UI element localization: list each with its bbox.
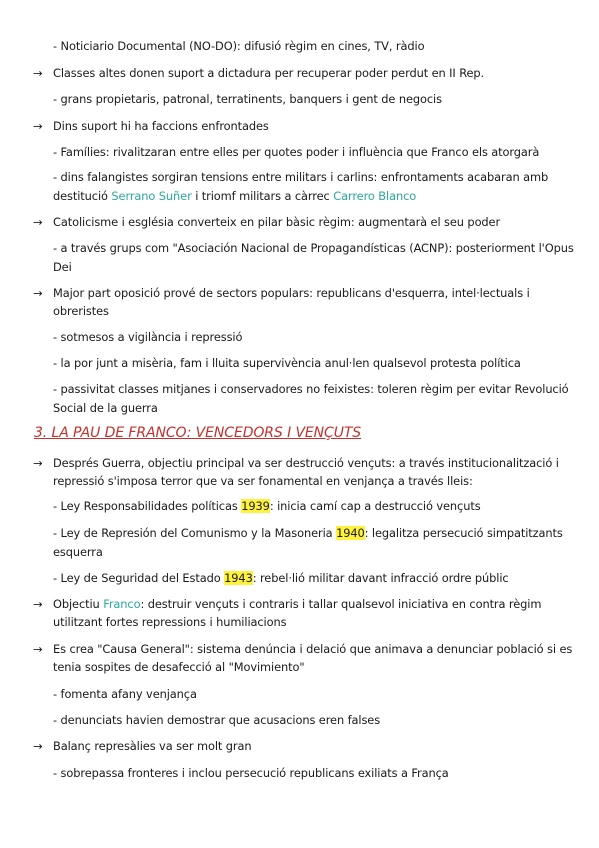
text: - Ley Responsabilidades políticas: [53, 499, 242, 513]
arrow-icon: →: [33, 66, 43, 80]
arrow-icon: →: [33, 286, 43, 300]
year-highlight: 1940: [336, 526, 365, 540]
bullet-propietaris: - grans propietaris, patronal, terratinents, banquers i gent de negocis: [53, 92, 442, 106]
bullet-acnp: - a través grups com "Asociación Nacional de Propagandísticas (ACNP): posteriorment l'Opus: [53, 241, 574, 255]
year-highlight: 1939: [241, 499, 270, 513]
text: Objectiu: [53, 597, 104, 611]
bullet-ley-represion-cont: esquerra: [53, 545, 103, 559]
arrow-item-objectiu-franco-cont: utilitzant fortes repressions i humiliacions: [53, 615, 287, 629]
year-highlight: 1943: [224, 571, 253, 585]
text: - Ley de Represión del Comunismo y la Masoneria: [53, 526, 337, 540]
arrow-icon: →: [33, 597, 43, 611]
text: : legalitza persecució simpatitzants: [364, 526, 563, 540]
bullet-acnp-cont: Dei: [53, 260, 72, 274]
arrow-icon: →: [33, 739, 43, 753]
text: - Ley de Seguridad del Estado: [53, 571, 225, 585]
bullet-sotmesos: - sotmesos a vigilància i repressió: [53, 330, 243, 344]
bullet-falangistes-cont: [53, 189, 599, 203]
item-text: Catolicisme i església converteix en pilar bàsic règim: augmentarà el seu poder: [53, 215, 501, 229]
bullet-families: - Famílies: rivalitzaran entre elles per quotes poder i influència que Franco els atorgarà: [53, 145, 540, 159]
text: destitució: [53, 189, 112, 203]
section-heading: 3. LA PAU DE FRANCO: VENCEDORS I VENÇUTS: [34, 425, 362, 441]
name-franco: Franco: [103, 597, 141, 611]
arrow-item-despres-guerra-cont: repressió s'imposa terror que va ser fonamental en venjança a través lleis:: [53, 474, 473, 488]
item-text: Major part oposició prové de sectors populars: republicans d'esquerra, intel·lectuals i: [53, 286, 530, 300]
bullet-nodo: - Noticiario Documental (NO-DO): difusió règim en cines, TV, ràdio: [53, 39, 425, 53]
bullet-passivitat: - passivitat classes mitjanes i conservadores no feixistes: toleren règim per evitar Revolució: [53, 382, 569, 396]
bullet-ley-represion: [53, 526, 599, 540]
item-text: Es crea "Causa General": sistema denúncia i delació que animava a denunciar població si es: [53, 642, 573, 656]
item-text: Classes altes donen suport a dictadura per recuperar poder perdut en II Rep.: [53, 66, 485, 80]
bullet-ley-seguridad: [53, 571, 599, 585]
arrow-icon: →: [33, 215, 43, 229]
bullet-passivitat-cont: Social de la guerra: [53, 401, 158, 415]
item-text: [53, 597, 541, 611]
arrow-icon: →: [33, 456, 43, 470]
item-text: Balanç represàlies va ser molt gran: [53, 739, 252, 753]
bullet-fronteres: - sobrepassa fronteres i inclou persecució republicans exiliats a França: [53, 766, 449, 780]
bullet-ley-responsabilidades: [53, 499, 599, 513]
arrow-item-oposicio-cont: obreristes: [53, 304, 109, 318]
text: i triomf militars a càrrec: [191, 189, 334, 203]
item-text: Dins suport hi ha faccions enfrontades: [53, 119, 269, 133]
arrow-icon: →: [33, 642, 43, 656]
arrow-item-causa-general-cont: tenia sospites de desafecció al "Movimiento": [53, 660, 305, 674]
arrow-icon: →: [33, 119, 43, 133]
name-carrero-blanco: Carrero Blanco: [333, 189, 417, 203]
bullet-denunciats: - denunciats havien demostrar que acusacions eren falses: [53, 713, 381, 727]
name-serrano-suner: Serrano Suñer: [111, 189, 192, 203]
bullet-por: - la por junt a misèria, fam i lluita supervivència anul·len qualsevol protesta política: [53, 356, 521, 370]
bullet-venjanca: - fomenta afany venjança: [53, 687, 197, 701]
text: : inicia camí cap a destrucció vençuts: [269, 499, 481, 513]
bullet-falangistes: - dins falangistes sorgiran tensions entre militars i carlins: enfrontaments acabaran amb: [53, 170, 549, 184]
text: : destruir vençuts i contraris i tallar qualsevol iniciativa en contra règim: [140, 597, 542, 611]
text: : rebel·lió militar davant infracció ordre públic: [252, 571, 509, 585]
item-text: Després Guerra, objectiu principal va ser destrucció vençuts: a través institucionalització i: [53, 456, 559, 470]
